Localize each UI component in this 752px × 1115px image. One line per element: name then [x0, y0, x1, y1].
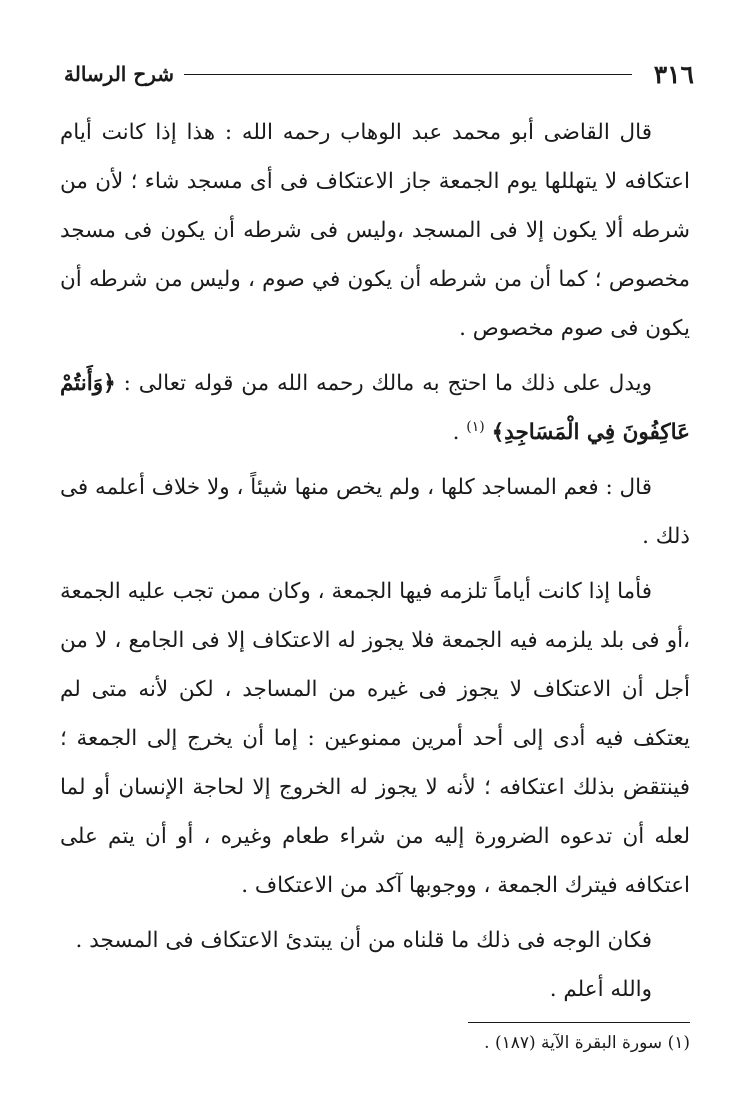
- paragraph-6: والله أعلم .: [549, 977, 652, 1002]
- footnote: (١) سورة البقرة الآية (١٨٧) .: [484, 1033, 690, 1053]
- page-number: ٣١٦: [653, 59, 694, 89]
- quran-verse: ﴿وَأَنتُمْ عَاكِفُونَ فِي الْمَسَاجِدِ﴾: [60, 371, 690, 445]
- paragraph-2-end: .: [452, 420, 460, 445]
- paragraph-3: قال : فعم المساجد كلها ، ولم يخص منها شيئاً ، ولا خلاف أعلمه فى ذلك .: [60, 475, 690, 549]
- paragraph-1: قال القاضى أبو محمد عبد الوهاب رحمه الله : هذا إذا كانت أيام اعتكافه لا يتهللها يوم الجمعة جاز الاعتكاف فى أى مسجد شاء ؛ لأن من شرطه ألا يكون إلا فى المسجد ،وليس فى شرطه أن يكون فى مسجد مخصوص ؛ كما أن من شرطه أن يكون في صوم ، وليس من شرطه أن يكون فى صوم مخصوص .: [60, 120, 690, 341]
- main-text: [60, 108, 690, 1014]
- footnote-rule: [468, 1022, 690, 1023]
- paragraph-5: فكان الوجه فى ذلك ما قلناه من أن يبتدئ الاعتكاف فى المسجد .: [75, 928, 652, 953]
- header-rule: [184, 74, 632, 75]
- footnote-reference: (١): [466, 418, 485, 435]
- paragraph-2-text: ويدل على ذلك ما احتج به مالك رحمه الله من قوله تعالى :: [123, 371, 652, 396]
- paragraph-2: [60, 359, 690, 457]
- running-title: شرح الرسالة: [64, 62, 175, 86]
- page-header: [64, 56, 694, 92]
- paragraph-4: فأما إذا كانت أياماً تلزمه فيها الجمعة ، وكان ممن تجب عليه الجمعة ،أو فى بلد يلزمه فيه الجمعة فلا يجوز له الاعتكاف إلا فى الجامع ، لا من أجل أن الاعتكاف لا يجوز فى غيره من المساجد ، لكن لأنه متى لم يعتكف فيه أدى إلى أحد أمرين ممنوعين : إما أن يخرج إلى الجمعة ؛ فينتقض بذلك اعتكافه ؛ لأنه لا يجوز له الخروج إلا لحاجة الإنسان أو لما لعله أن تدعوه الضرورة إليه من شراء طعام وغيره ، أو أن يتم على اعتكافه فيترك الجمعة ، ووجوبها آكد من الاعتكاف .: [60, 579, 690, 898]
